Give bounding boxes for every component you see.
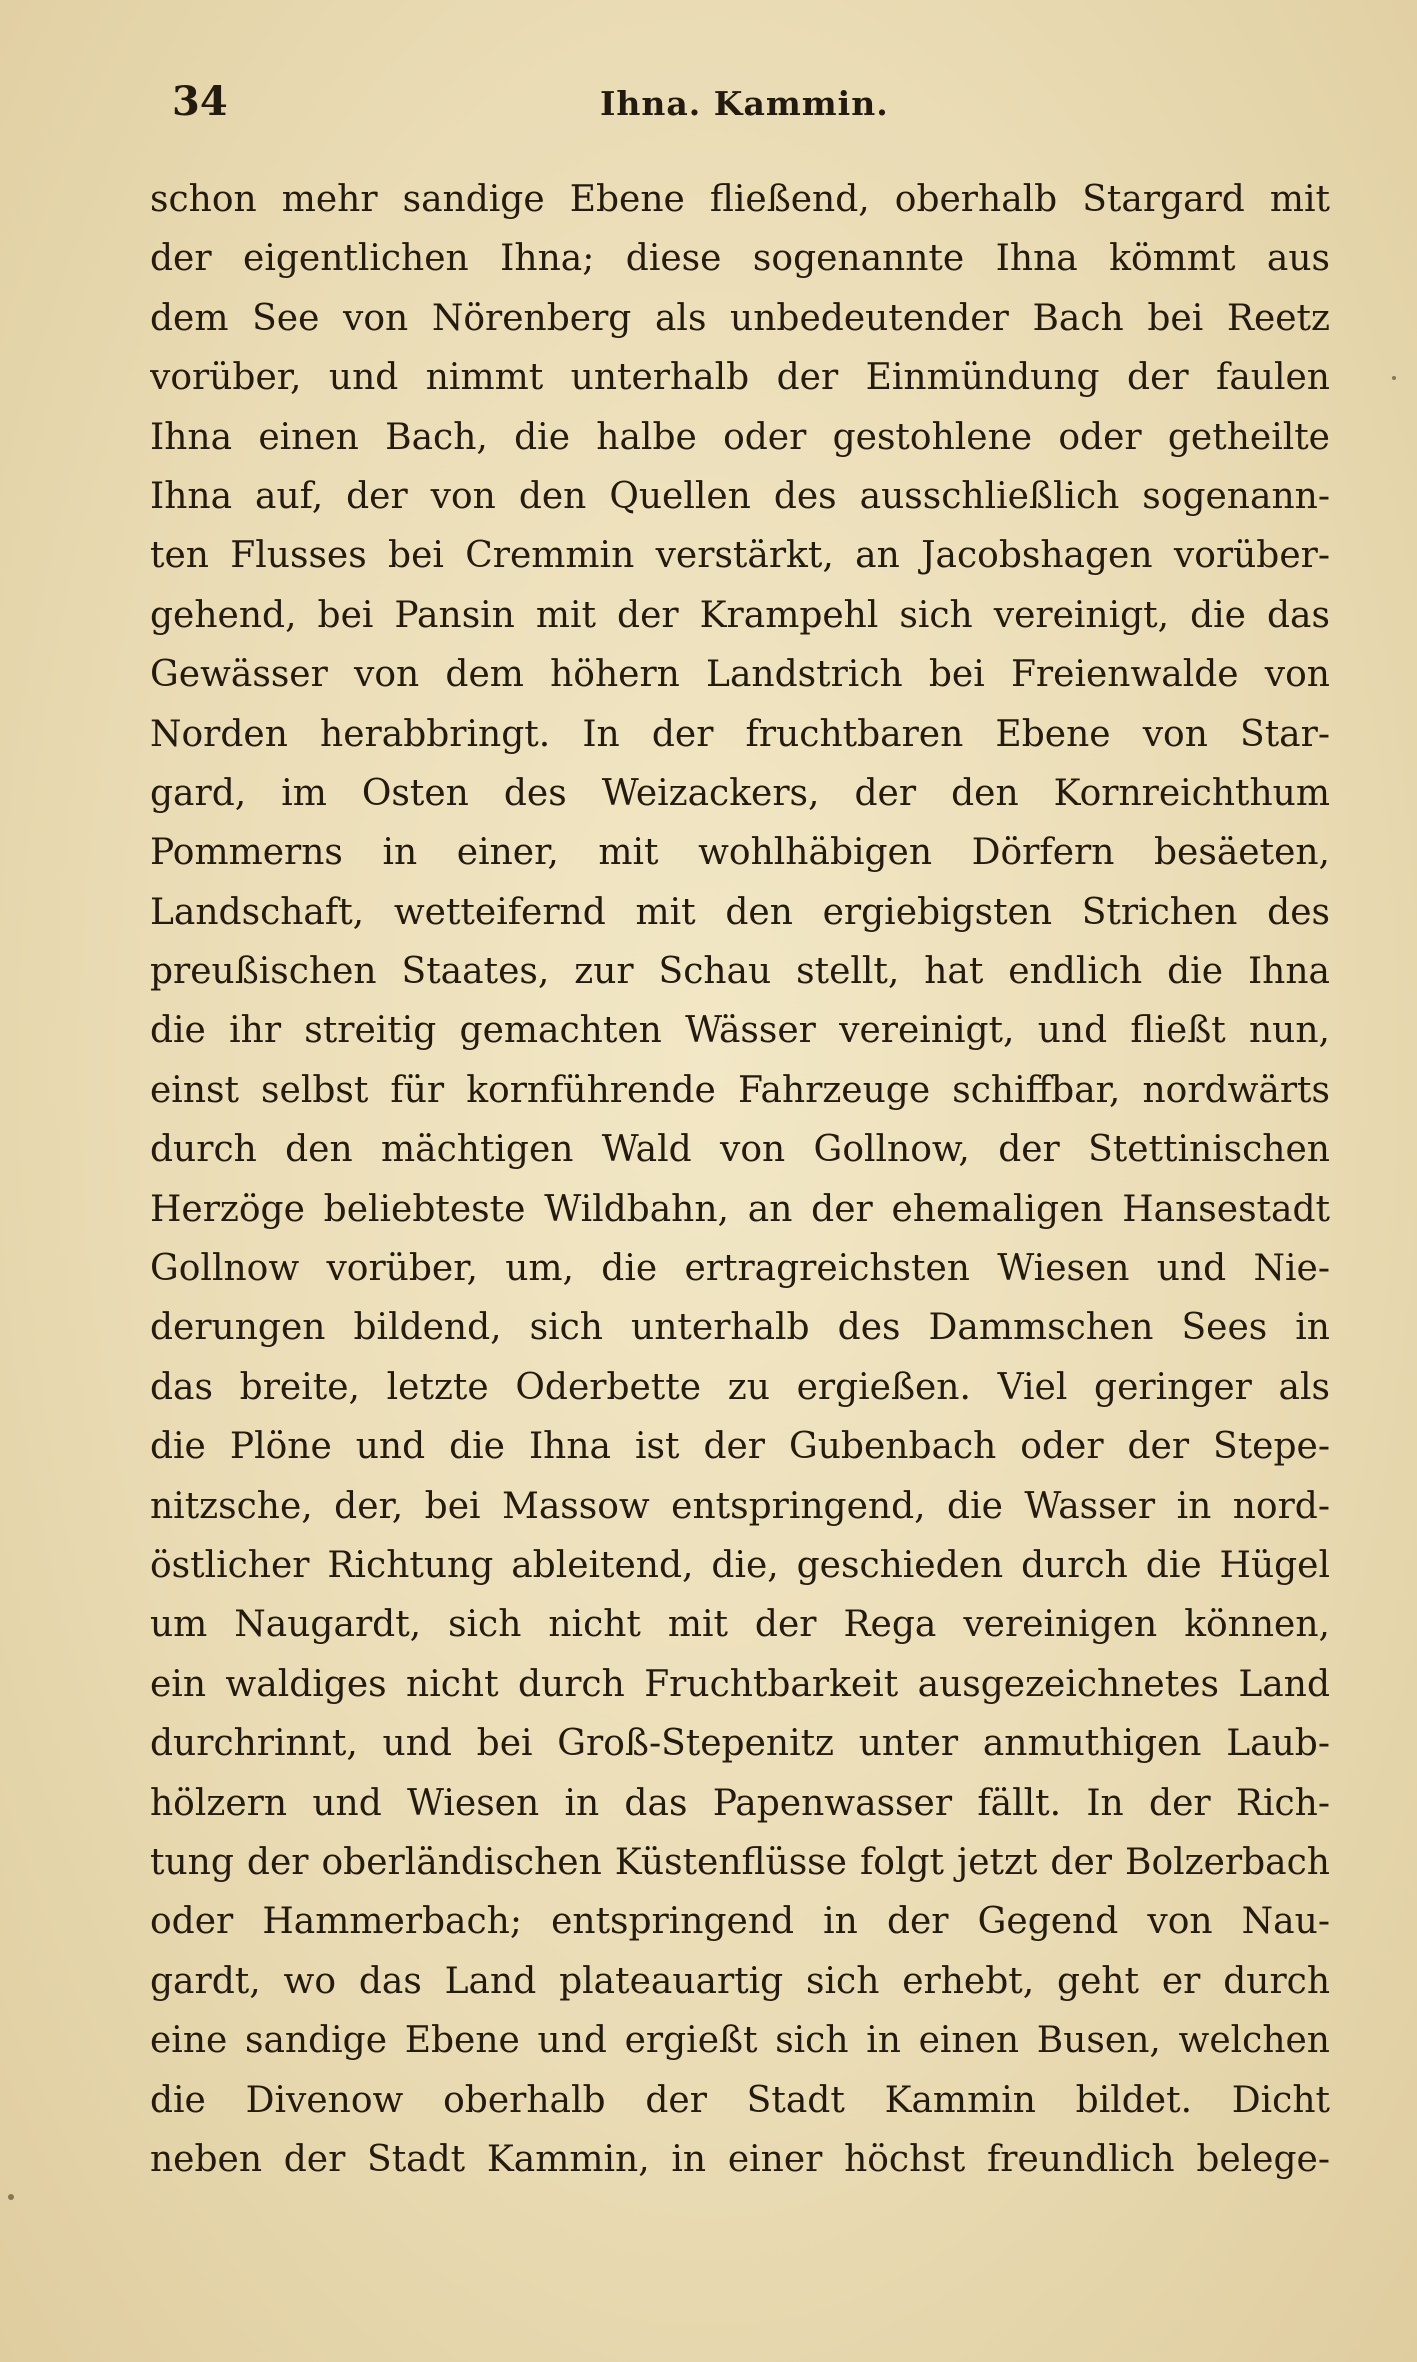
text-line: ein waldiges nicht durch Fruchtbarkeit ausgezeichnetes Land (150, 1663, 1330, 1705)
text-line: hölzern und Wiesen in das Papenwasser fällt. In der Rich- (150, 1782, 1330, 1824)
text-line: einst selbst für kornführende Fahrzeuge schiffbar, nordwärts (150, 1069, 1330, 1111)
text-line: oder Hammerbach; entspringend in der Gegend von Nau- (150, 1901, 1330, 1943)
text-line: durch den mächtigen Wald von Gollnow, der Stettinischen (150, 1129, 1330, 1171)
text-line: die Plöne und die Ihna ist der Gubenbach oder der Stepe- (150, 1426, 1330, 1468)
page-header (150, 78, 1330, 138)
text-line: tung der oberländischen Küstenflüsse folgt jetzt der Bolzerbach (150, 1841, 1330, 1883)
text-line: Gewässer von dem höhern Landstrich bei Freienwalde von (150, 654, 1330, 696)
text-line: neben der Stadt Kammin, in einer höchst freundlich belege- (150, 2138, 1330, 2180)
text-line: durchrinnt, und bei Groß-Stepenitz unter anmuthigen Laub- (150, 1723, 1330, 1765)
text-line: Norden herabbringt. In der fruchtbaren Ebene von Star- (150, 713, 1330, 755)
text-line: derungen bildend, sich unterhalb des Dammschen Sees in (150, 1307, 1330, 1349)
text-line: die Divenow oberhalb der Stadt Kammin bildet. Dicht (150, 2079, 1330, 2121)
ink-speck (8, 2194, 14, 2200)
body-text (150, 170, 1330, 2189)
text-line: dem See von Nörenberg als unbedeutender Bach bei Reetz (150, 297, 1330, 339)
text-line: um Naugardt, sich nicht mit der Rega vereinigen können, (150, 1604, 1330, 1646)
text-line: Herzöge beliebteste Wildbahn, an der ehemaligen Hansestadt (150, 1188, 1330, 1230)
text-line: die ihr streitig gemachten Wässer vereinigt, und fließt nun, (150, 1010, 1330, 1052)
text-line: Ihna einen Bach, die halbe oder gestohlene oder getheilte (150, 416, 1330, 458)
text-line: gardt, wo das Land plateauartig sich erhebt, geht er durch (150, 1960, 1330, 2002)
text-line: das breite, letzte Oderbette zu ergießen. Viel geringer als (150, 1366, 1330, 1408)
ink-speck (1392, 376, 1396, 380)
text-line: vorüber, und nimmt unterhalb der Einmündung der faulen (150, 357, 1330, 399)
text-line: preußischen Staates, zur Schau stellt, hat endlich die Ihna (150, 951, 1330, 993)
text-line: der eigentlichen Ihna; diese sogenannte Ihna kömmt aus (150, 238, 1330, 280)
text-line: Ihna auf, der von den Quellen des ausschließlich sogenann- (150, 475, 1330, 517)
text-line: östlicher Richtung ableitend, die, geschieden durch die Hügel (150, 1544, 1330, 1586)
text-line: schon mehr sandige Ebene fließend, oberhalb Stargard mit (150, 179, 1330, 220)
text-line: Gollnow vorüber, um, die ertragreichsten Wiesen und Nie- (150, 1248, 1330, 1290)
page-number: 34 (172, 78, 228, 125)
text-line: gehend, bei Pansin mit der Krampehl sich vereinigt, die das (150, 594, 1330, 636)
text-line: Landschaft, wetteifernd mit den ergiebigsten Strichen des (150, 891, 1330, 933)
text-line: ten Flusses bei Cremmin verstärkt, an Jacobshagen vorüber- (150, 535, 1330, 577)
text-line: eine sandige Ebene und ergießt sich in einen Busen, welchen (150, 2020, 1330, 2062)
text-line: nitzsche, der, bei Massow entspringend, die Wasser in nord- (150, 1485, 1330, 1527)
running-head: Ihna. Kammin. (600, 84, 889, 123)
text-line: gard, im Osten des Weizackers, der den Kornreichthum (150, 772, 1330, 814)
text-line: Pommerns in einer, mit wohlhäbigen Dörfern besäeten, (150, 832, 1330, 874)
